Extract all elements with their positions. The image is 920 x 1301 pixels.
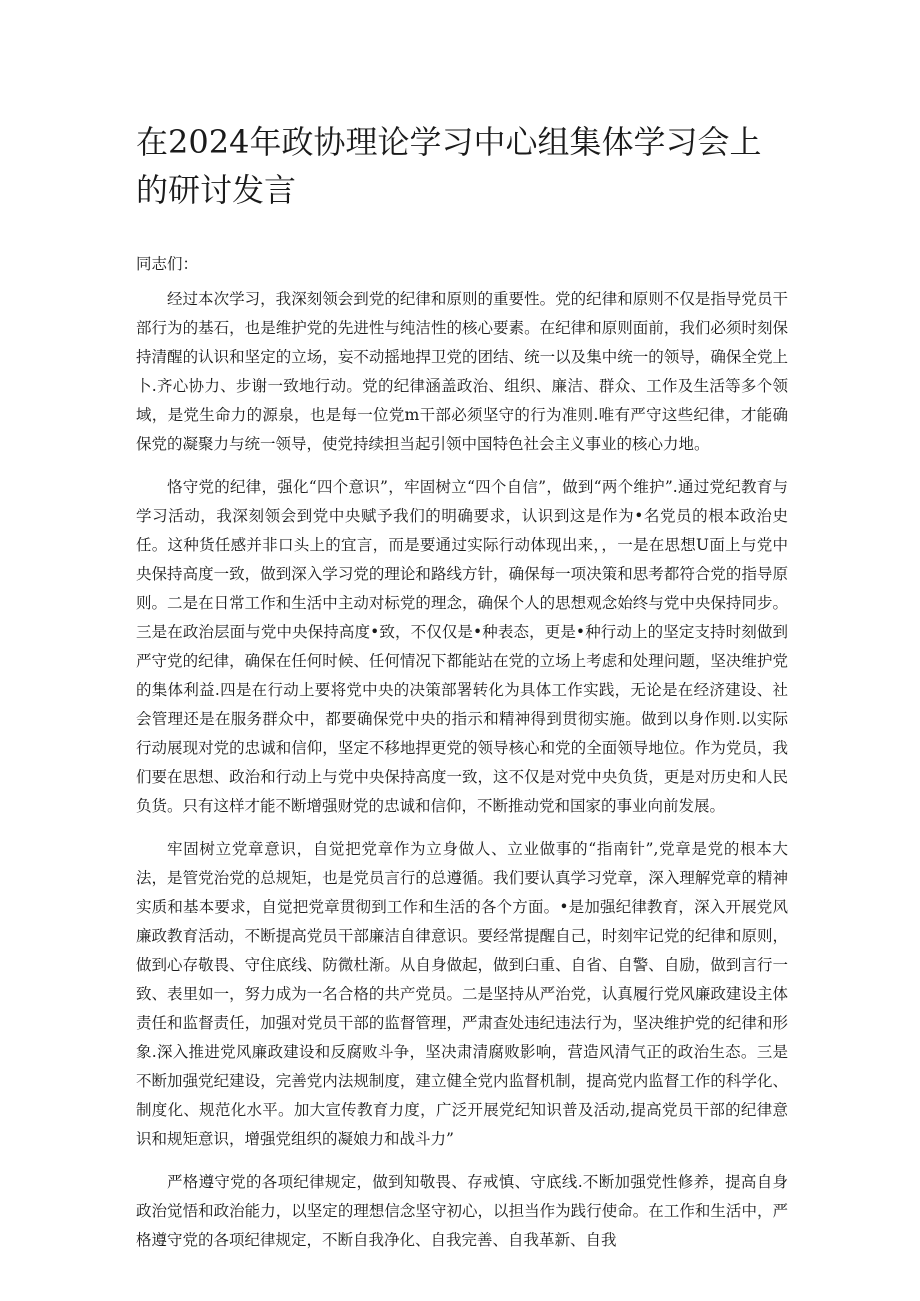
paragraph-2: 恪守党的纪律，强化“四个意识”，牢固树立“四个自信”，做到“两个维护”.通过党纪教育与学习活动，我深刻领会到党中央赋予我们的明确要求，认识到这是作为•名党员的根本政治史任。这种货任感并非口头上的宜言，而是要通过实际行动体现出来，，一是在思想U面上与党中央保持高度一致，做到深入学习党的理论和路线方针，确保每一项决策和思考都符合党的指导原则。二是在日常工作和生活中主动对标党的理念，确保个人的思想观念始终与党中央保持同步。三是在政治层面与党中央保持高度•致，不仅仅是•种表态，更是•种行动上的坚定支持时刻做到严守党的纪律，确保在任何时候、任何情况下都能站在党的立场上考虑和处理问题，坚决维护党的集体利益.四是在行动上要将党中央的决策部署转化为具体工作实践，无论是在经济建设、社会管理还是在服务群众中，都要确保党中央的指示和精神得到贯彻实施。做到以身作则.以实际行动展现对党的忠诚和信仰，坚定不移地捍更党的领导核心和党的全面领导地位。作为党员，我们要在思想、政治和行动上与党中央保持高度一致，这不仅是对党中央负货，更是对历史和人民负货。只有这样才能不断增强财党的忠诚和信仰，不断推动党和国家的事业向前发展。: [136, 478, 788, 815]
salutation: 同志们：: [136, 255, 199, 273]
document-page: [136, 118, 788, 1269]
paragraph-1: 经过本次学习，我深刻领会到党的纪律和原则的重要性。党的纪律和原则不仅是指导党员干部行为的基石，也是维护党的先进性与纯洁性的核心要素。在纪律和原则面前，我们必须时刻保持清醒的认识和坚定的立场，妄不动摇地捍卫党的团结、统一以及集中统一的领导，确保全党上卜.齐心协力、步谢一致地行动。党的纪律涵盖政治、组织、廉洁、群众、工作及生活等多个领域，是党生命力的源泉，也是每一位党m干部必须坚守的行为准则.唯有严守这些纪律，才能确保党的凝聚力与统一领导，使党持续担当起引领中国特色社会主义事业的核心力地。: [136, 290, 788, 453]
document-title: 在2024年政协理论学习中心组集体学习会上的研讨发言: [136, 123, 762, 209]
paragraph-4: 严格遵守党的各项纪律规定，做到知敬畏、存戒慎、守底线.不断加强党性修养，提高自身政治觉悟和政治能力，以坚定的理想信念坚守初心，以担当作为践行使命。在工作和生活中，严格遵守党的各项纪律规定，不断自我净化、自我完善、自我革新、自我: [136, 1173, 788, 1249]
paragraph-3: 牢固树立党章意识，自觉把党章作为立身做人、立业做事的“指南针”,党章是党的根本大法，是管党治党的总规矩，也是党员言行的总遵循。我们要认真学习党章，深入理解党章的精神实质和基本要求，自觉把党章贯彻到工作和生活的各个方面。•是加强纪律教育，深入开展党风廉政教育活动，不断提高党员干部廉洁自律意识。要经常提醒自己，时刻牢记党的纪律和原则，做到心存敬畏、守住底线、防微杜渐。从自身做起，做到臼重、自省、自警、自励，做到言行一致、表里如一，努力成为一名合格的共产党员。二是坚持从严治党，认真履行党风廉政建设主体责任和监督责任，加强对党员干部的监督管理，严肃查处违纪违法行为，坚决维护党的纪律和形象.深入推进党风廉政建设和反腐败斗争，坚决肃清腐败影响，营造风清气正的政治生态。三是不断加强党纪建设，完善党内法规制度，建立健全党内监督机制，提高党内监督工作的科学化、制度化、规范化水平。加大宣传教育力度，广泛开展党纪知识普及活动,提高党员干部的纪律意识和规矩意识，增强党组织的凝娘力和战斗力”: [136, 840, 788, 1148]
